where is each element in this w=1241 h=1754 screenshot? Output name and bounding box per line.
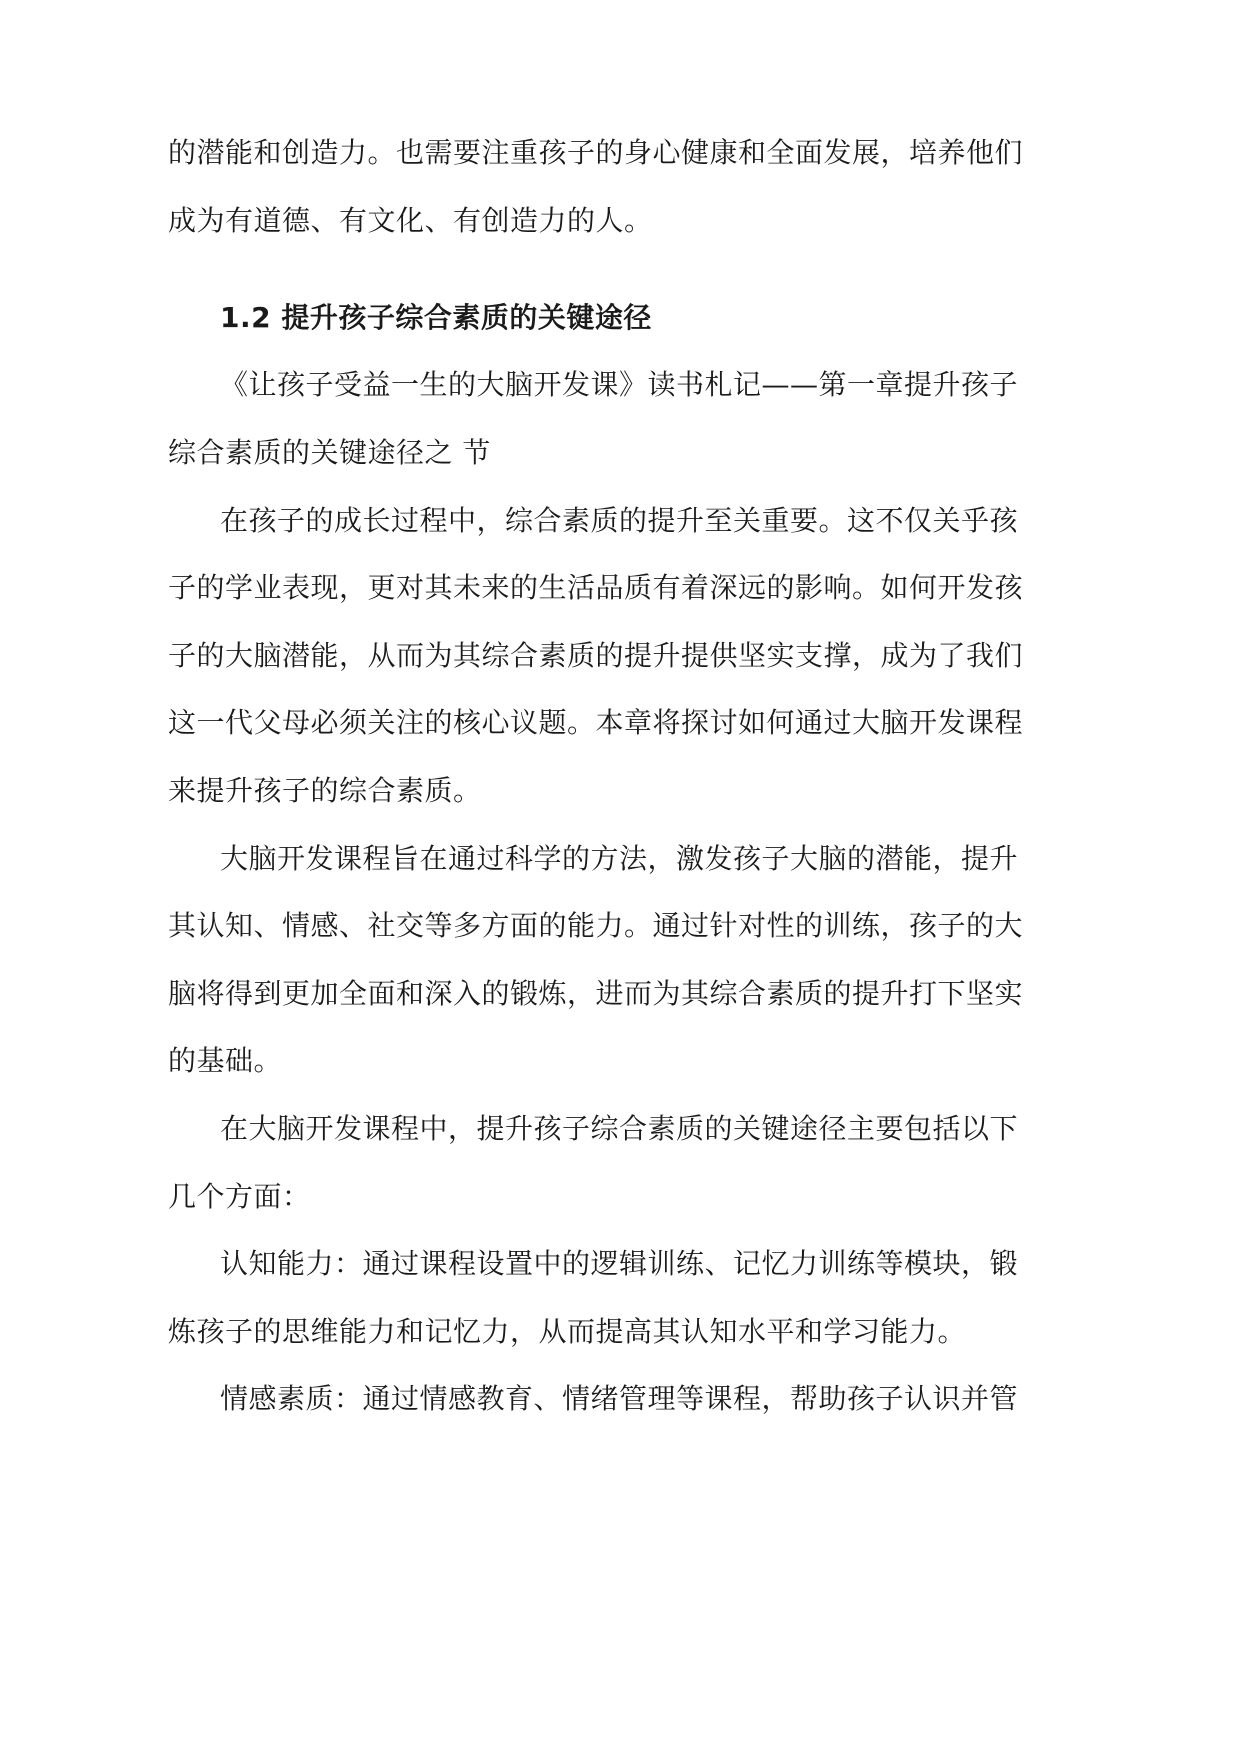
paragraph-line: 综合素质的关键途径之 节: [168, 436, 491, 469]
paragraph-line: 在大脑开发课程中，提升孩子综合素质的关键途径主要包括以下: [220, 1112, 1019, 1145]
section-heading: 1.2 提升孩子综合素质的关键途径: [220, 301, 652, 334]
paragraph-line: 成为有道德、有文化、有创造力的人。: [168, 204, 653, 237]
paragraph-line: 子的学业表现，更对其未来的生活品质有着深远的影响。如何开发孩: [168, 571, 1024, 604]
paragraph-line: 子的大脑潜能，从而为其综合素质的提升提供坚实支撑，成为了我们: [168, 639, 1024, 672]
paragraph-line: 其认知、情感、社交等多方面的能力。通过针对性的训练，孩子的大: [168, 909, 1024, 942]
paragraph-line: 脑将得到更加全面和深入的锻炼，进而为其综合素质的提升打下坚实: [168, 977, 1024, 1010]
paragraph-line: 认知能力：通过课程设置中的逻辑训练、记忆力训练等模块，锻: [220, 1247, 1019, 1280]
paragraph-line: 的潜能和创造力。也需要注重孩子的身心健康和全面发展，培养他们: [168, 136, 1024, 169]
paragraph-line: 大脑开发课程旨在通过科学的方法，激发孩子大脑的潜能，提升: [220, 842, 1019, 875]
paragraph-line: 炼孩子的思维能力和记忆力，从而提高其认知水平和学习能力。: [168, 1315, 967, 1348]
paragraph-line: 在孩子的成长过程中，综合素质的提升至关重要。这不仅关乎孩: [220, 504, 1019, 537]
paragraph-line: 来提升孩子的综合素质。: [168, 774, 482, 807]
paragraph-line: 这一代父母必须关注的核心议题。本章将探讨如何通过大脑开发课程: [168, 706, 1024, 739]
paragraph-line: 情感素质：通过情感教育、情绪管理等课程，帮助孩子认识并管: [220, 1382, 1019, 1415]
paragraph-line: 的基础。: [168, 1044, 283, 1077]
paragraph-line: 几个方面：: [168, 1180, 311, 1213]
paragraph-line: 《让孩子受益一生的大脑开发课》读书札记——第一章提升孩子: [220, 368, 1019, 401]
